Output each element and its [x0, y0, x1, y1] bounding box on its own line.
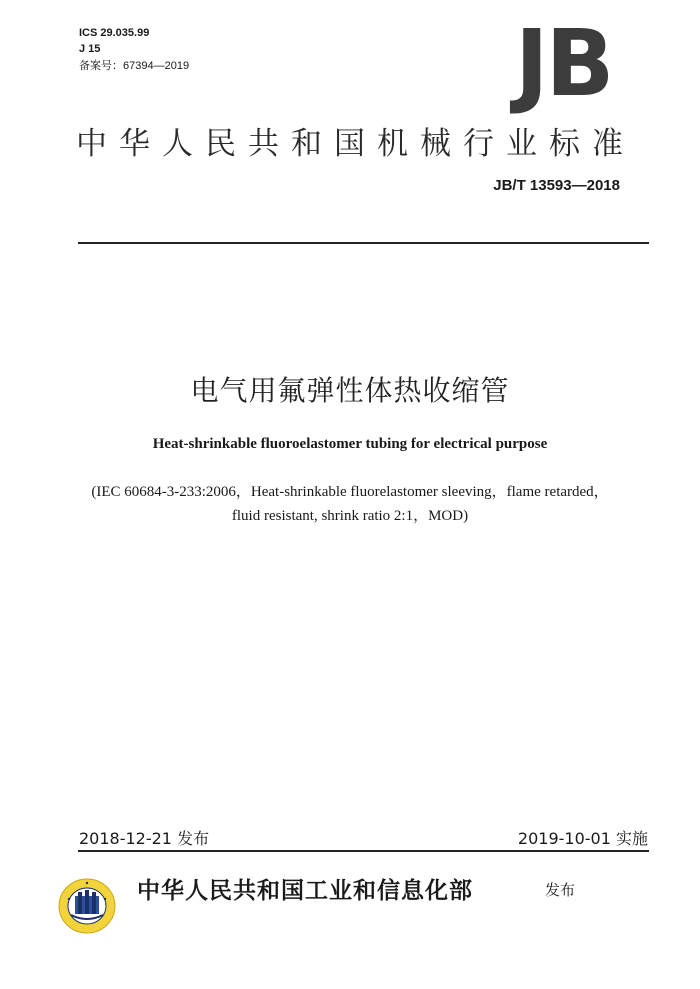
- bottom-divider: [78, 850, 649, 852]
- standard-number: JB/T 13593—2018: [493, 177, 620, 194]
- issuing-authority: 中华人民共和国工业和信息化部: [137, 878, 473, 904]
- iec-reference-line-1: (IEC 60684-3-233:2006，Heat-shrinkable fluorelastomer sleeving，flame retarded，: [91, 484, 609, 500]
- iec-reference-line-2: fluid resistant, shrink ratio 2:1，MOD): [231, 508, 469, 524]
- org-title: 中华人民共和国机械行业标准: [76, 126, 635, 162]
- ics-code: ICS 29.035.99: [79, 27, 150, 39]
- ministry-emblem-icon: [57, 877, 117, 935]
- chinese-title: 电气用氟弹性体热收缩管: [190, 374, 510, 407]
- issue-date: 2018-12-21 发布: [79, 829, 210, 848]
- effective-date: 2019-10-01 实施: [517, 829, 648, 848]
- jb-logo: JB: [514, 10, 612, 117]
- classification-code: J 15: [79, 43, 101, 55]
- top-divider: [78, 242, 649, 244]
- iec-reference: [0, 480, 700, 528]
- english-title: Heat-shrinkable fluoroelastomer tubing for electrical purpose: [152, 436, 548, 452]
- issuer-suffix: 发布: [545, 881, 576, 899]
- filing-number: 备案号：67394—2019: [79, 60, 190, 72]
